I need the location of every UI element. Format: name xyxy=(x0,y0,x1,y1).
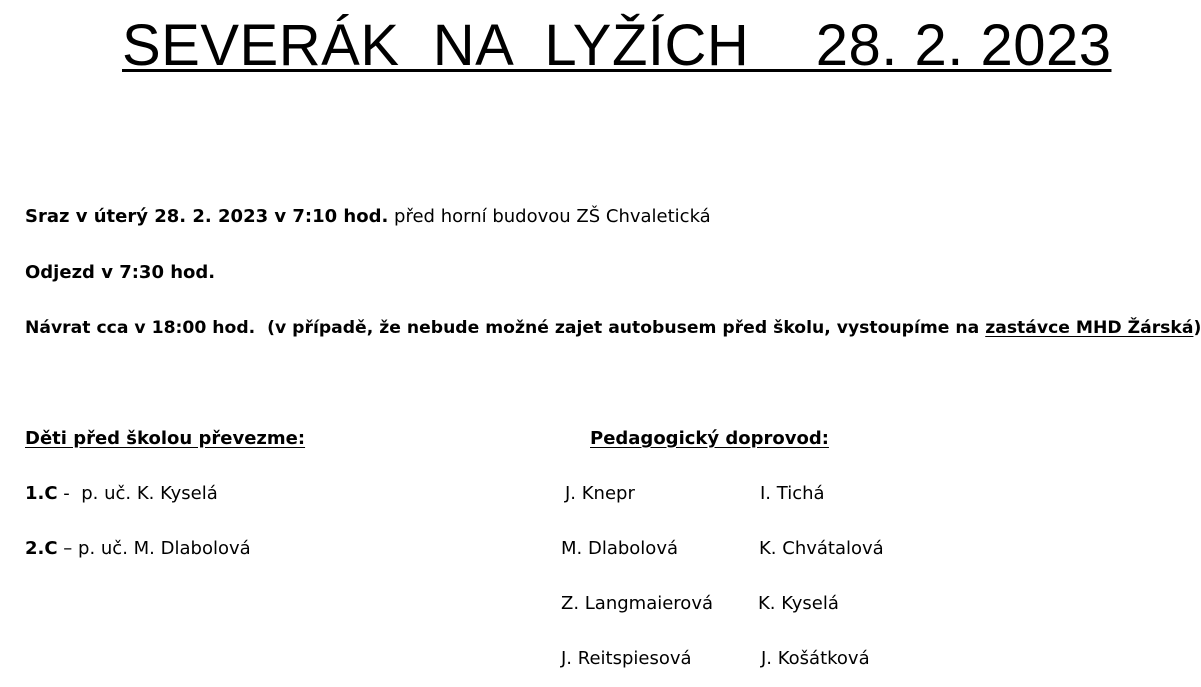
meeting-place: před horní budovou ZŠ Chvaletická xyxy=(388,206,711,227)
bus-stop-name: zastávce MHD Žárská xyxy=(985,318,1194,338)
escort-name: K. Chvátalová xyxy=(759,538,884,559)
return-end: ) xyxy=(1193,318,1201,338)
escort-heading: Pedagogický doprovod: xyxy=(590,428,829,449)
class-label: 2.C xyxy=(25,538,58,559)
escort-name: K. Kyselá xyxy=(758,593,839,614)
return-line xyxy=(25,317,1201,339)
meeting-line xyxy=(25,206,711,228)
escort-name: I. Tichá xyxy=(760,483,825,504)
teacher-name: p. uč. K. Kyselá xyxy=(81,483,218,504)
escort-name: J. Košátková xyxy=(761,648,870,669)
escort-name: Z. Langmaierová xyxy=(561,593,714,614)
escort-name: M. Dlabolová xyxy=(561,538,678,559)
pickup-row xyxy=(25,483,218,505)
pickup-heading: Děti před školou převezme: xyxy=(25,428,306,449)
departure-line: Odjezd v 7:30 hod. xyxy=(25,262,216,283)
escort-name: J. Reitspiesová xyxy=(561,648,692,669)
class-label: 1.C xyxy=(25,483,58,504)
teacher-name: p. uč. M. Dlabolová xyxy=(78,538,251,559)
escort-name: J. Knepr xyxy=(565,483,635,504)
meeting-time: Sraz v úterý 28. 2. 2023 v 7:10 hod. xyxy=(25,206,389,227)
separator: – xyxy=(57,538,79,559)
return-text: Návrat cca v 18:00 hod. (v případě, že nebude možné zajet autobusem před školu, vystoupíme na xyxy=(25,318,986,338)
page-title: SEVERÁK NA LYŽÍCH 28. 2. 2023 xyxy=(122,13,1112,78)
pickup-row xyxy=(25,538,251,560)
separator: - xyxy=(57,483,82,504)
